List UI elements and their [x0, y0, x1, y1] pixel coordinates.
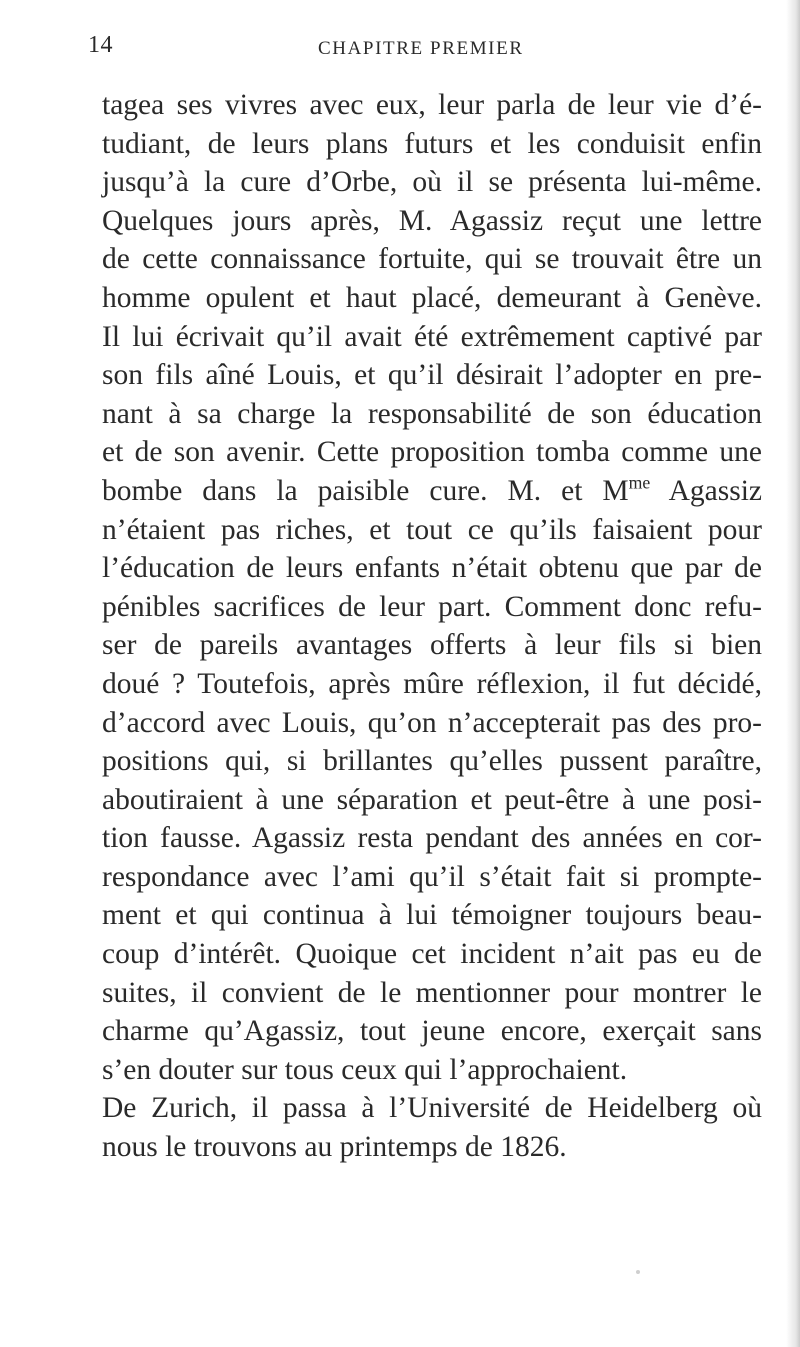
text-line: pénibles sacrifices de leur part. Comment donc refu-	[102, 590, 762, 623]
text-line: ment et qui continua à lui témoigner toujours beau-	[102, 899, 762, 932]
text-line: positions qui, si brillantes qu’elles pussent paraître,	[102, 745, 762, 778]
text-line: homme opulent et haut placé, demeurant à Genève.	[102, 281, 762, 314]
text-line: De Zurich, il passa à l’Université de Heidelberg où	[102, 1092, 762, 1125]
text-line: Quelques jours après, M. Agassiz reçut une lettre	[102, 204, 762, 237]
text-line: doué ? Toutefois, après mûre réflexion, il fut décidé,	[102, 667, 762, 700]
line-segment-tail: Agassiz	[650, 474, 762, 507]
text-line: ser de pareils avantages offerts à leur fils si bien	[102, 629, 762, 662]
running-head: CHAPITRE PREMIER	[318, 38, 524, 59]
text-line: tudiant, de leurs plans futurs et les conduisit enfin	[102, 127, 762, 160]
text-line: s’en douter sur tous ceux qui l’approchaient.	[102, 1053, 628, 1086]
page-edge-shadow	[786, 0, 800, 1347]
text-line: nant à sa charge la responsabilité de son éducation	[102, 397, 762, 430]
text-line: charme qu’Agassiz, tout jeune encore, exerçait sans	[102, 1015, 762, 1048]
text-line-with-superscript	[102, 472, 762, 511]
text-line: Il lui écrivait qu’il avait été extrêmement captivé par	[102, 320, 762, 353]
superscript-me: me	[628, 472, 651, 493]
body-text	[102, 86, 762, 1167]
text-line: l’éducation de leurs enfants n’était obtenu que par de	[102, 552, 762, 585]
text-line: tion fausse. Agassiz resta pendant des années en cor-	[102, 822, 762, 855]
page-header	[88, 32, 718, 72]
text-line: de cette connaissance fortuite, qui se trouvait être un	[102, 243, 762, 276]
text-line: nous le trouvons au printemps de 1826.	[102, 1131, 567, 1164]
text-line: coup d’intérêt. Quoique cet incident n’ait pas eu de	[102, 938, 762, 971]
text-line: n’étaient pas riches, et tout ce qu’ils faisaient pour	[102, 513, 762, 546]
text-line: d’accord avec Louis, qu’on n’accepterait pas des pro-	[102, 706, 762, 739]
text-line: respondance avec l’ami qu’il s’était fait si prompte-	[102, 860, 762, 893]
text-line: aboutiraient à une séparation et peut-être à une posi-	[102, 783, 762, 816]
text-line: tagea ses vivres avec eux, leur parla de leur vie d’é-	[102, 89, 762, 121]
line-segment: bombe dans la paisible cure. M. et M	[102, 474, 629, 507]
page-number: 14	[88, 32, 113, 58]
text-line: jusqu’à la cure d’Orbe, où il se présenta lui-même.	[102, 166, 762, 199]
text-line: son fils aîné Louis, et qu’il désirait l’adopter en pre-	[102, 359, 762, 392]
text-line: suites, il convient de le mentionner pour montrer le	[102, 976, 762, 1009]
text-line: et de son avenir. Cette proposition tomba comme une	[102, 436, 762, 469]
paper-speck	[636, 1270, 640, 1274]
